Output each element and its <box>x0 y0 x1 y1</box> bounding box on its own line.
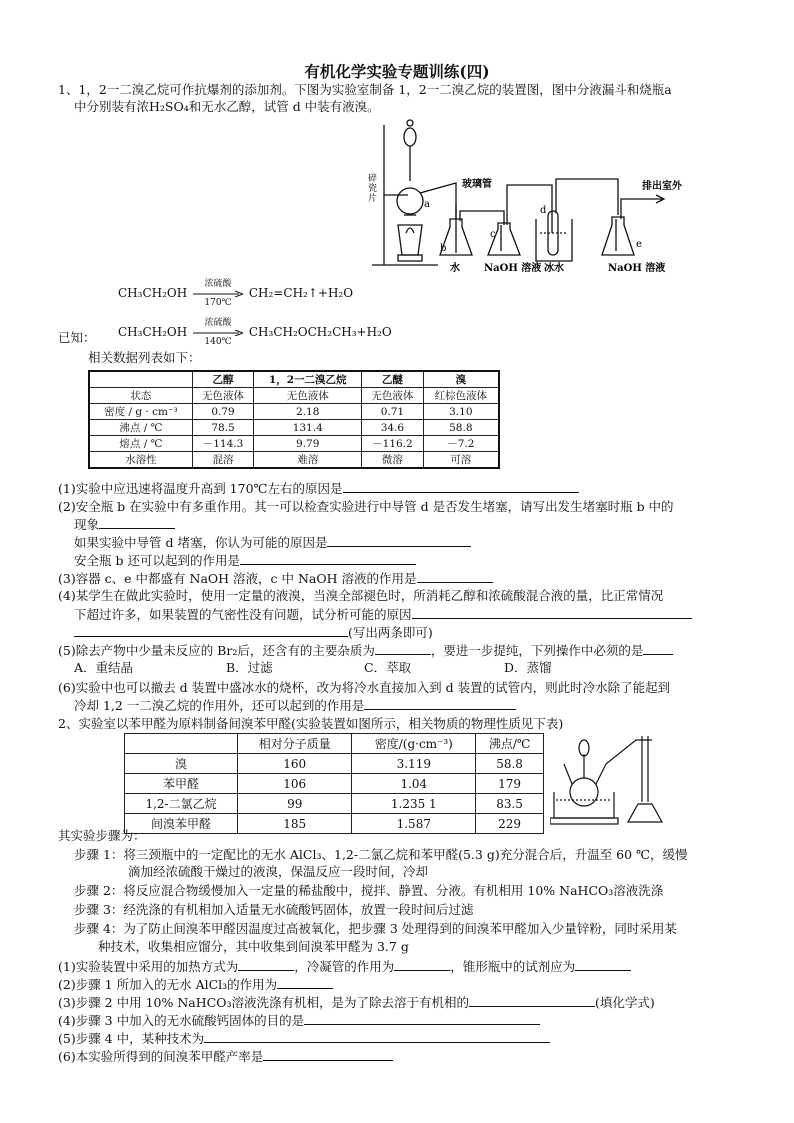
q1-s2a: (2)安全瓶 b 在实验中有多重作用。其一可以检查实验进行中导管 d 是否发生堵塞，请写出发生堵塞时瓶 b 中的 <box>58 499 674 514</box>
q1-s2c: 如果实验中导管 d 堵塞，你认为可能的原因是 <box>74 534 471 551</box>
q2-p4: (4)步骤 3 中加入的无水硫酸钙固体的目的是 <box>58 1012 540 1029</box>
table-header-cell: 沸点/℃ <box>476 734 544 754</box>
label-sui: 碎 <box>368 174 378 184</box>
apparatus-figure-2 <box>550 730 680 826</box>
label-water: 水 <box>450 263 460 274</box>
table-cell: 无色液体 <box>362 388 423 404</box>
table-cell: 34.6 <box>362 420 423 436</box>
table-cell: 熔点 / ℃ <box>89 436 192 452</box>
table-cell: 3.119 <box>352 754 476 774</box>
svg-text:片: 片 <box>368 194 378 204</box>
table-cell: 混溶 <box>192 452 253 469</box>
q1-intro-line2: 中分别装有浓H₂SO₄和无水乙醇，试管 d 中装有液溴。 <box>74 99 380 114</box>
table-header-cell: 密度/(g·cm⁻³) <box>352 734 476 754</box>
table-cell: 红棕色液体 <box>423 388 499 404</box>
equation-1: CH₃CH₂OH 浓硫酸 170℃ CH₂=CH₂↑+H₂O <box>118 278 354 308</box>
table-row <box>125 734 544 754</box>
label-glass: 玻璃管 <box>462 179 492 190</box>
table-header-cell <box>125 734 238 754</box>
table-header-cell: 1，2一二溴乙烷 <box>254 371 362 388</box>
q1-s6a: (6)实验中也可以撤去 d 装置中盛冰水的烧杯，改为将冷水直接加入到 d 装置的试管内，则此时冷水除了能起到 <box>58 680 671 695</box>
q2-step3: 步骤 3：经洗涤的有机相加入适量无水硫酸钙固体，放置一段时间后过滤 <box>74 902 474 917</box>
option-a: A．重结晶 <box>74 660 134 675</box>
q1-s2b: 现象 <box>74 516 175 533</box>
table-cell: 131.4 <box>254 420 362 436</box>
q2-p3: (3)步骤 2 中用 10% NaHCO₃溶液洗涤有机相，是为了除去溶于有机相的 (填化学式) <box>58 995 655 1010</box>
equation-2: CH₃CH₂OH 浓硫酸 140℃ CH₃CH₂OCH₂CH₃+H₂O <box>118 317 392 347</box>
table-cell: 9.79 <box>254 436 362 452</box>
q2-p6: (6)本实验所得到的间溴苯甲醛产率是 <box>58 1048 393 1065</box>
data-table-2 <box>124 733 544 834</box>
table-cell: －114.3 <box>192 436 253 452</box>
table-cell: 1.235 1 <box>352 794 476 814</box>
table-header-cell: 相对分子质量 <box>238 734 352 754</box>
q1-s4c: (写出两条即可) <box>74 624 433 641</box>
table-header-cell: 溴 <box>423 371 499 388</box>
table-cell: 58.8 <box>423 420 499 436</box>
q2-step2: 步骤 2：将反应混合物缓慢加入一定量的稀盐酸中，搅拌、静置、分液。有机相用 10% NaHCO₃溶液洗涤 <box>74 883 664 898</box>
label-exhaust: 排出室外 <box>642 181 682 192</box>
table-cell: 密度 / g · cm⁻³ <box>89 404 192 420</box>
label-e: e <box>636 239 642 250</box>
q1-s3: (3)容器 c、e 中都盛有 NaOH 溶液，c 中 NaOH 溶液的作用是 <box>58 570 493 587</box>
table-row <box>89 388 499 404</box>
q2-p5: (5)步骤 4 中，某种技术为 <box>58 1030 550 1047</box>
label-naoh2: NaOH 溶液 <box>608 263 666 274</box>
table-row <box>89 436 499 452</box>
label-naoh1: NaOH 溶液 <box>484 263 542 274</box>
table-cell: 1.04 <box>352 774 476 794</box>
q1-intro-line1: 1、1，2一二溴乙烷可作抗爆剂的添加剂。下图为实验室制备 1，2一二溴乙烷的装置图，图中分液漏斗和烧瓶a <box>58 82 672 97</box>
label-b: b <box>440 243 447 254</box>
table-cell: 0.71 <box>362 404 423 420</box>
table-cell: 83.5 <box>476 794 544 814</box>
data-table-1 <box>88 370 500 469</box>
page-title: 有机化学实验专题训练(四) <box>304 62 490 81</box>
table-header-cell: 乙醚 <box>362 371 423 388</box>
label-c: c <box>490 229 496 240</box>
q1-s2d: 安全瓶 b 还可以起到的作用是 <box>74 552 416 569</box>
q2-p1: (1)实验装置中采用的加热方式为 ，冷凝管的作用为 ，锥形瓶中的试剂应为 <box>58 958 631 975</box>
table-row <box>89 420 499 436</box>
table-cell: 2.18 <box>254 404 362 420</box>
q2-p2: (2)步骤 1 所加入的无水 AlCl₃的作用为 <box>58 976 333 993</box>
svg-text:瓷: 瓷 <box>368 184 378 194</box>
table-cell: 185 <box>238 814 352 834</box>
q2-step1a: 步骤 1：将三颈瓶中的一定配比的无水 AlCl₃、1,2-二氯乙烷和苯甲醛(5.3 g)充分混合后，升温至 60 ℃，缓慢 <box>74 847 688 862</box>
table-cell: －7.2 <box>423 436 499 452</box>
table-row <box>89 404 499 420</box>
table-cell: 难溶 <box>254 452 362 469</box>
table-cell: －116.2 <box>362 436 423 452</box>
table-cell: 58.8 <box>476 754 544 774</box>
option-d: D．蒸馏 <box>504 660 552 675</box>
table-intro: 相关数据列表如下： <box>88 350 201 365</box>
table-cell: 160 <box>238 754 352 774</box>
table-cell: 间溴苯甲醛 <box>125 814 238 834</box>
table-cell: 无色液体 <box>254 388 362 404</box>
table-cell: 苯甲醛 <box>125 774 238 794</box>
table-row <box>125 794 544 814</box>
table-cell: 可溶 <box>423 452 499 469</box>
table-cell: 3.10 <box>423 404 499 420</box>
q1-s6b: 冷却 1,2 一二溴乙烷的作用外，还可以起到的作用是 <box>74 697 516 714</box>
q2-step4b: 种技术，收集相应馏分，其中收集到间溴苯甲醛为 3.7 g <box>98 939 409 954</box>
q1-s4b: 下超过许多，如果装置的气密性没有问题，试分析可能的原因 <box>74 606 692 623</box>
table-cell: 1,2-二氯乙烷 <box>125 794 238 814</box>
q2-step1b: 滴加经浓硫酸干燥过的液溴，保温反应一段时间，冷却 <box>128 864 429 879</box>
table-cell: 106 <box>238 774 352 794</box>
table-cell: 溴 <box>125 754 238 774</box>
table-cell: 0.79 <box>192 404 253 420</box>
q2-intro: 2、实验室以苯甲醛为原料制备间溴苯甲醛(实验装置如图所示，相关物质的物理性质见下表) <box>58 716 564 731</box>
table-row <box>125 754 544 774</box>
label-a: a <box>424 199 430 210</box>
option-b: B．过滤 <box>226 660 273 675</box>
q1-s5: (5)除去产物中少量未反应的 Br₂后，还含有的主要杂质为 ，要进一步提纯，下列操作中必须的是 <box>58 642 673 659</box>
label-d: d <box>540 205 547 216</box>
table-row <box>125 774 544 794</box>
table-row <box>89 371 499 388</box>
table-cell: 1.587 <box>352 814 476 834</box>
known-label: 已知： <box>58 330 96 345</box>
table-cell: 229 <box>476 814 544 834</box>
table-cell: 微溶 <box>362 452 423 469</box>
q2-steps-title: 其实验步骤为： <box>58 828 146 843</box>
q2-step4a: 步骤 4：为了防止间溴苯甲醛因温度过高被氧化，把步骤 3 处理得到的间溴苯甲醛加入少量锌粉，同时采用某 <box>74 921 677 936</box>
q1-s4a: (4)某学生在做此实验时，使用一定量的液溴，当溴全部褪色时，所消耗乙醇和浓硫酸混合液的量，比正常情况 <box>58 588 664 603</box>
table-header-cell: 乙醇 <box>192 371 253 388</box>
option-c: C．萃取 <box>364 660 412 675</box>
apparatus-figure-1 <box>368 115 698 277</box>
table-cell: 水溶性 <box>89 452 192 469</box>
table-row <box>89 452 499 469</box>
table-cell: 99 <box>238 794 352 814</box>
table-cell: 78.5 <box>192 420 253 436</box>
q1-s1: (1)实验中应迅速将温度升高到 170℃左右的原因是 <box>58 480 579 497</box>
label-ice: 冰水 <box>544 263 564 274</box>
table-cell: 沸点 / ℃ <box>89 420 192 436</box>
table-cell: 179 <box>476 774 544 794</box>
table-row <box>125 814 544 834</box>
table-cell: 状态 <box>89 388 192 404</box>
table-cell: 无色液体 <box>192 388 253 404</box>
table-header-cell <box>89 371 192 388</box>
